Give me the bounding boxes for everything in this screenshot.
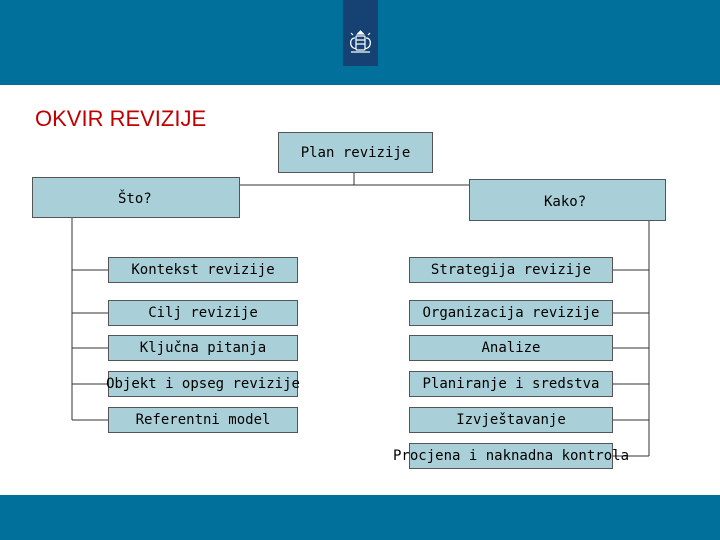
branch-node-kako-label: Kako? bbox=[544, 194, 587, 210]
node-objekt-i-opseg-revizije bbox=[108, 371, 298, 397]
node-label: Kontekst revizije bbox=[131, 262, 275, 278]
root-node-label: Plan revizije bbox=[300, 144, 411, 161]
node-label: Strategija revizije bbox=[430, 262, 592, 278]
slide-title: OKVIR REVIZIJE bbox=[35, 106, 207, 131]
node-label: Ključna pitanja bbox=[139, 340, 267, 356]
node-label: Procjena i naknadna kontrola bbox=[393, 448, 630, 464]
node-procjena-i-naknadna-kontrola bbox=[393, 443, 630, 469]
node-strategija-revizije bbox=[409, 257, 613, 283]
node-label: Analize bbox=[481, 340, 541, 356]
node-label: Organizacija revizije bbox=[422, 305, 600, 321]
node-label: Planiranje i sredstva bbox=[422, 376, 600, 392]
node-analize bbox=[409, 335, 613, 361]
node-planiranje-i-sredstva bbox=[409, 371, 613, 397]
node-label: Objekt i opseg revizije bbox=[106, 376, 300, 392]
node-kljucna-pitanja bbox=[108, 335, 298, 361]
root-node-plan-revizije bbox=[278, 132, 433, 173]
footer-band bbox=[0, 495, 720, 540]
branch-node-kako bbox=[469, 179, 666, 221]
node-label: Referentni model bbox=[135, 412, 271, 428]
node-organizacija-revizije bbox=[409, 300, 613, 326]
node-cilj-revizije bbox=[108, 300, 298, 326]
node-referentni-model bbox=[108, 407, 298, 433]
branch-node-sto-label: Što? bbox=[118, 191, 152, 207]
node-kontekst-revizije bbox=[108, 257, 298, 283]
node-label: Izvještavanje bbox=[456, 412, 566, 428]
branch-node-sto bbox=[32, 177, 240, 218]
node-label: Cilj revizije bbox=[148, 305, 258, 321]
node-izvjestavanje bbox=[409, 407, 613, 433]
